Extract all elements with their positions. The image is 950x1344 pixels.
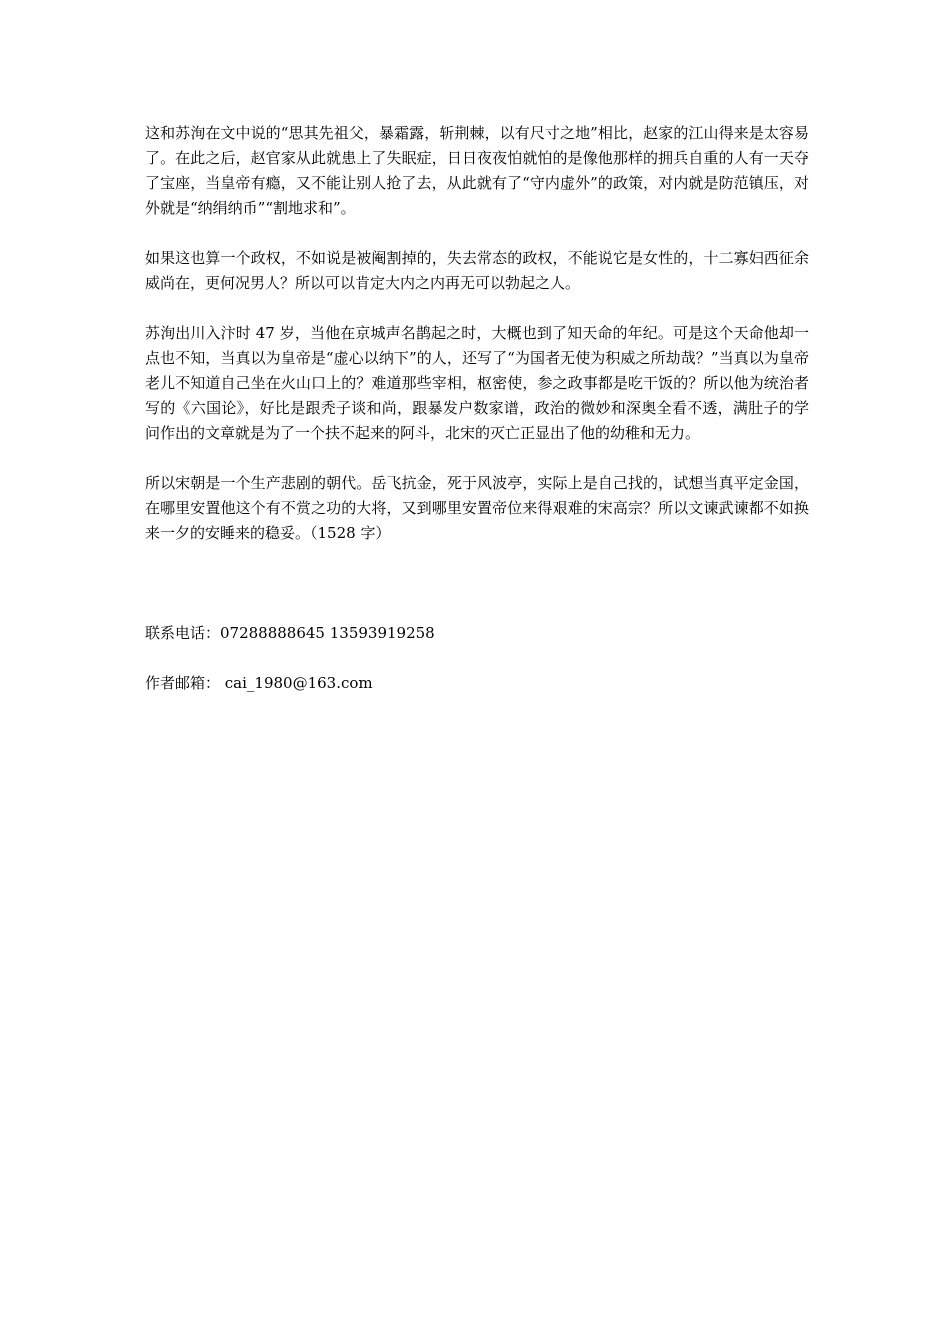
paragraph-4: 所以宋朝是一个生产悲剧的朝代。岳飞抗金，死于风波亭，实际上是自己找的，试想当真平定金国，在哪里安置他这个有不赏之功的大将，又到哪里安置帝位来得艰难的宋高宗？所以文谏武谏都不如换来一夕的安睡来的稳妥。（1528 字） (145, 474, 809, 542)
paragraph-2: 如果这也算一个政权，不如说是被阉割掉的，失去常态的政权，不能说它是女性的，十二寡妇西征余威尚在，更何况男人？所以可以肯定大内之内再无可以勃起之人。 (145, 249, 809, 292)
contact-email: 作者邮箱： cai_1980@163.com (145, 674, 373, 692)
paragraph-1: 这和苏洵在文中说的“思其先祖父，暴霜露，斩荆棘，以有尺寸之地”相比，赵家的江山得来是太容易了。在此之后，赵官家从此就患上了失眠症，日日夜夜怕就怕的是像他那样的拥兵自重的人有一天夺了宝座，当皇帝有瘾，又不能让别人抢了去，从此就有了“守内虚外”的政策，对内就是防范镇压，对外就是“纳绢纳币”“割地求和”。 (145, 124, 809, 217)
paragraph-gap (145, 296, 809, 321)
paragraph-gap (145, 221, 809, 246)
paragraph-3: 苏洵出川入汴时 47 岁，当他在京城声名鹊起之时，大概也到了知天命的年纪。可是这个天命他却一点也不知，当真以为皇帝是“虚心以纳下”的人，还写了“为国者无使为积威之所劫哉？”当真以为皇帝老儿不知道自己坐在火山口上的？难道那些宰相，枢密使，参之政事都是吃干饭的？所以他为统治者写的《六国论》，好比是跟秃子谈和尚，跟暴发户数家谱，政治的微妙和深奥全看不透，满肚子的学问作出的文章就是为了一个扶不起来的阿斗，北宋的灭亡正显出了他的幼稚和无力。 (145, 324, 809, 442)
document-page (145, 121, 809, 696)
paragraph-gap (145, 446, 809, 471)
contact-phone: 联系电话：07288888645 13593919258 (145, 624, 435, 642)
section-gap (145, 546, 809, 621)
paragraph-gap (145, 646, 809, 671)
